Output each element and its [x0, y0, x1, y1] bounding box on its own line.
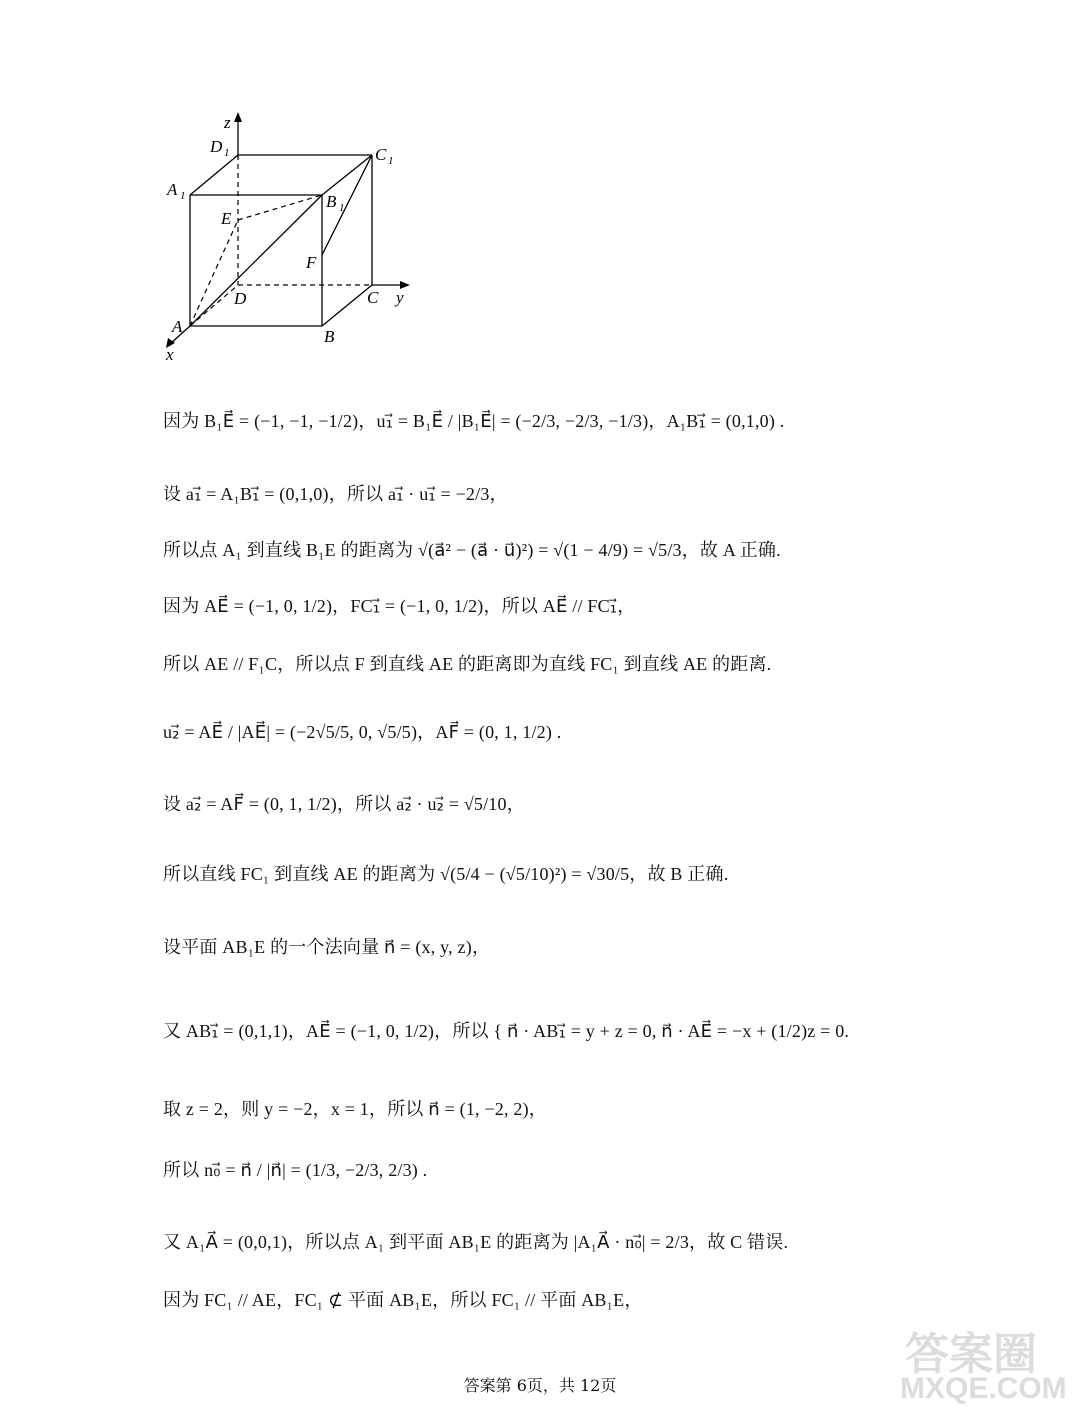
solution-line-8: 所以直线 FC₁ 到直线 AE 的距离为 √(5/4 − (√5/10)²) = √30/5，故 B 正确. — [163, 864, 729, 884]
label-C1: C — [375, 145, 387, 164]
label-B1-sub: 1 — [339, 202, 345, 214]
solution-line-9: 设平面 AB₁E 的一个法向量 n⃗ = (x, y, z)， — [163, 937, 491, 957]
solution-line-1: 因为 B₁E⃗ = (−1, −1, −1/2)，u₁⃗ = B₁E⃗ / |B₁E⃗| = (−2/3, −2/3, −1/3)，A₁B₁⃗ = (0,1,0) . — [163, 411, 785, 431]
solution-line-5: 所以 AE // F₁C，所以点 F 到直线 AE 的距离即为直线 FC₁ 到直线 AE 的距离. — [163, 654, 772, 674]
solution-line-14: 因为 FC₁ // AE，FC₁ ⊄ 平面 AB₁E，所以 FC₁ // 平面 AB₁E， — [163, 1290, 643, 1310]
solution-line-4: 因为 AE⃗ = (−1, 0, 1/2)，FC₁⃗ = (−1, 0, 1/2)，所以 AE⃗ // FC₁⃗， — [163, 596, 636, 616]
segment-A-E — [190, 220, 238, 326]
solution-line-11: 取 z = 2，则 y = −2，x = 1，所以 n⃗ = (1, −2, 2)， — [163, 1099, 547, 1119]
solution-line-12: 所以 n₀⃗ = n⃗ / |n⃗| = (1/3, −2/3, 2/3) . — [163, 1160, 428, 1180]
label-D1-sub: 1 — [224, 147, 230, 159]
label-F: F — [306, 253, 317, 272]
label-A: A — [172, 317, 183, 336]
label-A1-sub: 1 — [180, 190, 186, 202]
label-B: B — [324, 327, 335, 346]
solution-line-3: 所以点 A₁ 到直线 B₁E 的距离为 √(a⃗² − (a⃗ · u⃗)²) = √(1 − 4/9) = √5/3，故 A 正确. — [163, 540, 781, 560]
edge-B1-C1 — [322, 155, 372, 195]
label-E: E — [221, 209, 232, 228]
label-D: D — [234, 289, 247, 308]
label-x: x — [166, 345, 174, 364]
label-B1: B — [326, 192, 337, 211]
hidden-edge-A-D — [190, 285, 238, 326]
cube-figure — [155, 105, 425, 370]
solution-line-7: 设 a₂⃗ = AF⃗ = (0, 1, 1/2)，所以 a₂⃗ · u₂⃗ = √5/10， — [163, 794, 525, 814]
label-C1-sub: 1 — [388, 155, 394, 167]
label-z: z — [224, 113, 231, 132]
edge-A1-D1 — [190, 155, 238, 195]
z-arrow — [234, 112, 242, 122]
solution-line-13: 又 A₁A⃗ = (0,0,1)，所以点 A₁ 到平面 AB₁E 的距离为 |A₁A⃗ · n₀⃗| = 2/3，故 C 错误. — [163, 1232, 789, 1252]
solution-line-10: 又 AB₁⃗ = (0,1,1)，AE⃗ = (−1, 0, 1/2)，所以 { n⃗ · AB₁⃗ = y + z = 0, n⃗ · AE⃗ = −x + (1/2)z = 0. — [163, 1021, 850, 1041]
label-D1: D — [210, 137, 223, 156]
solution-line-6: u₂⃗ = AE⃗ / |AE⃗| = (−2√5/5, 0, √5/5)，AF⃗ = (0, 1, 1/2) . — [163, 722, 562, 742]
solution-line-2: 设 a₁⃗ = A₁B₁⃗ = (0,1,0)，所以 a₁⃗ · u₁⃗ = −2/3， — [163, 484, 508, 504]
label-C: C — [367, 288, 379, 307]
watermark-text: MXQE.COM — [900, 1372, 1067, 1405]
label-y: y — [396, 288, 404, 307]
page-footer: 答案第 6页，共 12页 — [463, 1376, 617, 1395]
label-A1: A — [167, 180, 178, 199]
edge-B-C — [322, 285, 372, 326]
watermark-logo: 答案圈 — [905, 1329, 1037, 1380]
